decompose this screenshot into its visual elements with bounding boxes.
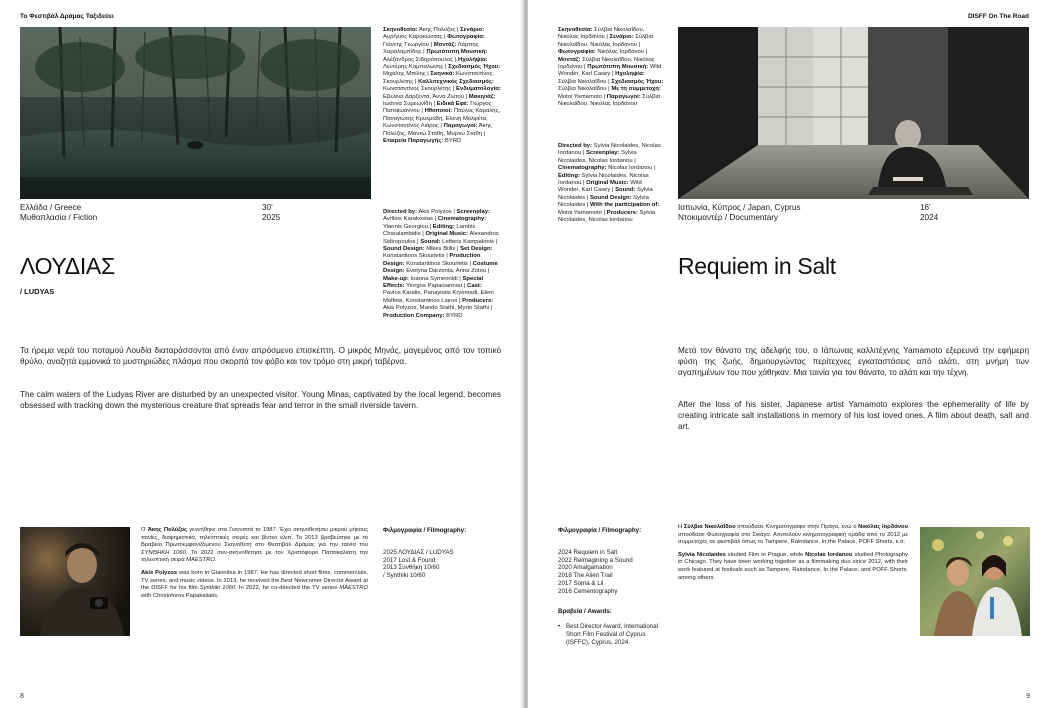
bio-text-run: Νικόλας Ιορδάνου (858, 524, 908, 530)
page-number-right: 9 (1026, 693, 1030, 700)
left-page (0, 0, 524, 708)
credit-value: Lambis Charalambidis | (383, 223, 476, 238)
credit-value: Mikes Billis | (424, 246, 461, 253)
filmography-heading: Φιλμογραφία / Filmography: (383, 527, 467, 534)
filmography-item: / Synthiki 10/60 (383, 572, 426, 580)
meta-year: 2024 (920, 213, 939, 222)
awards-heading: Βραβεία / Awards: (558, 607, 612, 615)
credit-label: Production Design: (383, 253, 481, 267)
credit-value: Αλέξανδρος Σιδηρόπουλος | (383, 56, 459, 63)
credit-value: Akis Polyzos | (417, 209, 457, 215)
director-bio-english (141, 570, 368, 600)
credit-value: Sylvia Nicolaides, Nicolas Iordanou | (558, 150, 637, 164)
bio-text-run: O (141, 527, 148, 533)
credit-value: Avrilios Karakostas | (383, 216, 438, 223)
credit-label: Set Design: (460, 246, 493, 253)
director-bio-greek (678, 524, 908, 547)
credit-value: Sylvia Nicolaides, Nicolas Iordanou | (558, 143, 661, 157)
credit-label: Producers: (462, 297, 494, 304)
filmography-item: 2024 Requiem in Salt (558, 548, 618, 556)
credit-value: Motoi Yamamoto | (558, 209, 607, 216)
film-still-requiem-in-salt (678, 27, 1029, 199)
credit-value: Sylvia Nicolaides | (558, 187, 653, 201)
meta-country: Ιαπωνία, Κύπρος / Japan, Cyprus (678, 203, 801, 212)
filmography-item: 2020 Amalgamation (558, 564, 613, 572)
credit-value: Wild Wonder, Karl Casey | (558, 64, 662, 78)
bio-text-run: σπούδασε Κινηματογράφο στην Πράγα, ενώ ο (735, 524, 859, 530)
synopsis-english: After the loss of his sister, Japanese artist Yamamoto explores the ephemerality of life by creating intricate salt installations in memory of his lost loved ones. A film about death, salt and art. (678, 400, 1029, 431)
credit-value: Konstantinos Skourletis | (404, 260, 473, 267)
credits-greek (383, 27, 501, 146)
credit-label: Ηχολήψία: (458, 56, 488, 63)
film-title-ludyas: ΛΟΥΔΙΑΣ (20, 253, 115, 279)
credit-label: Original Music: (425, 231, 469, 238)
credit-label: Εταιρεία Παραγωγής: (383, 138, 444, 145)
filmography-item: 2017 Lost & Found (383, 556, 436, 564)
credit-label: Ηθοποιοί: (424, 108, 453, 115)
credit-value: Εβελίνα Δαρζέντα, Άννα Ζώτου | (383, 93, 469, 100)
running-head-right: DISFF On The Road (967, 13, 1029, 20)
credit-value: Lefteris Kampalonis | (440, 238, 498, 245)
meta-genre: Μυθοπλασία / Fiction (20, 213, 98, 222)
credit-label: Editing: (558, 172, 580, 179)
credit-label: Μοντάζ: (433, 41, 457, 48)
filmography-item: 2016 Cementography (558, 587, 618, 595)
bio-text-run: ΣΥΝΘΗΚΗ 1060 (141, 549, 186, 556)
film-subtitle: / LUDYAS (20, 287, 55, 296)
award-item: • Best Director Award, International Short Film Festival of Cyprus (ISFFC), Cyprus, 2024. (558, 623, 668, 646)
credit-value: Αυρήλιος Καρακώστας | (383, 34, 448, 41)
credit-value: Γιάννης Γεωργίου | (383, 41, 434, 48)
credit-label: Sound: (615, 187, 636, 194)
bio-text-run: . In 2022, he co-directed the TV series (235, 585, 340, 592)
credit-label: Costume Design: (383, 260, 498, 275)
credit-label: Ειδικά Εφέ: (436, 101, 469, 108)
credit-value: Sylvia Nicolaides, Nicolas Iordanou | (558, 172, 649, 187)
credit-value: Νικόλας Ιορδάνου | (595, 49, 648, 56)
filmography-item: 2017 Soma & Lil (558, 579, 604, 587)
credit-value: Pavlos Karalis, Panayiotis Kryemadi, Eleni Molfeta, Konstantinos Liaros | (383, 290, 494, 304)
credit-value: Sylvia Nicolaides, Nicolas Iordanou (558, 209, 656, 224)
bio-text-run: Synthiki 1060 (199, 585, 236, 592)
credit-label: Sound Design: (383, 246, 425, 253)
credit-value: Σύλβια Νικολαΐδου | (558, 86, 612, 93)
bio-text-run: Akis Polyzos (141, 569, 178, 576)
director-bio (678, 524, 908, 587)
credit-label: Σκηνικά: (430, 71, 455, 78)
meta-country: Ελλάδα / Greece (20, 203, 82, 212)
credit-label: Φωτογραφία: (447, 34, 485, 41)
synopsis-greek: Τα ήρεμα νερά του ποταμού Λουδία διαταράσσονται από έναν απρόσμενο επισκέπτη. Ο μικρός Μηνάς, μαγεμένος από τον τοπικό θρύλο, αναζητά εμμονικά το μυστηριώδες πλάσμα που σκορπά τον φόβο και τον τρόμο στη μικρή ταβέρνα. (20, 346, 501, 366)
bio-text-run: studied Film in Prague, while (725, 551, 806, 558)
credit-label: Producers: (606, 209, 638, 216)
bio-text-run: Nicolas Iordanou (805, 551, 853, 558)
bio-text-run: Sylvia Nicolaides (678, 551, 726, 558)
credit-value: Κωνσταντίνος Σκουρλέτης | (383, 86, 457, 93)
filmography-item: 2013 Συνθήκη 10/60 (383, 564, 440, 572)
film-title-requiem-in-salt: Requiem in Salt (678, 253, 836, 279)
credit-value: Σύλβια Νικολαΐδου, Νικόλας Ιορδάνου | (558, 56, 655, 71)
filmography-heading: Φιλμογραφία / Filmography: (558, 527, 642, 534)
filmography-list (383, 549, 501, 580)
credit-value: Akis Polyzos, Mando Stathi, Myrto Stathi | (383, 305, 493, 312)
filmography-list (558, 549, 668, 596)
credit-label: Ενδυματολογία: (456, 86, 501, 93)
filmography-right (558, 527, 668, 647)
bio-text-run: was born in Giannitsa in 1987. He has directed short films, commercials, TV series, and music videos. In 2013, he received the Best Newcomer Director Award at the DISFF for his film (141, 569, 368, 592)
credit-value: Wild Wonder, Karl Casey | (558, 180, 642, 194)
credit-label: Φωτογραφία: (558, 49, 596, 56)
credit-value: Κωνσταντίνος Σκουρλέτης | (383, 71, 493, 85)
credit-label: Σκηνοθεσία: (383, 27, 418, 33)
credit-label: Μοντάζ: (558, 56, 581, 63)
credit-label: Directed by: (558, 143, 593, 149)
credit-value: Konstantinos Skourletis | (383, 253, 450, 260)
credit-label: Make-up: (383, 275, 409, 282)
credit-value: Σύλβια Νικολαΐδου, Νικόλας Ιορδάνου | (558, 34, 654, 48)
director-bio (141, 527, 368, 605)
credit-label: Editing: (432, 223, 455, 230)
meta-duration: 30' (262, 203, 273, 212)
right-page (528, 0, 1052, 708)
credit-label: Σχεδιασμός Ήχου: (448, 64, 501, 71)
credit-label: Sound: (420, 238, 441, 245)
credit-value: Yiorgos Papaioannou | (404, 283, 468, 290)
credit-value: Λάμπης Χαραλαμπίδης | (383, 41, 479, 56)
credit-label: Καλλιτεχνικός Σχεδιασμός: (418, 78, 494, 85)
meta-year: 2025 (262, 213, 281, 222)
bio-text-run: Άκης Πολύζος (147, 527, 188, 533)
credit-value: Ιωάννα Συμεωνίδη | (383, 101, 437, 108)
credit-label: Παραγωγοί: (606, 93, 641, 100)
filmography-left (383, 527, 501, 580)
credit-label: Με τη συμμετοχή: (611, 86, 661, 93)
credit-value: Σύλβια Νικολαΐδου | (558, 78, 612, 85)
credit-value: Sylvia Nicolaides | (558, 194, 649, 209)
credit-label: Σενάριο: (609, 34, 634, 41)
meta-genre: Ντοκιμαντέρ / Documentary (678, 213, 779, 222)
credit-value: Άκης Πολύζος, Μαντώ Στάθη, Μυρτώ Στάθη | (383, 123, 492, 137)
running-head-left: Το Φεστιβάλ Δράμας Ταξιδεύει (20, 13, 114, 20)
director-photo-akis-polyzos (20, 527, 130, 636)
credit-value: BYRD (443, 138, 462, 145)
bio-text-run: MAESTRO (186, 557, 215, 564)
credit-label: With the participation of: (589, 202, 660, 209)
credit-value: Σύλβια Νικολαΐδου, Νικόλας Ιορδάνου | (558, 27, 645, 41)
filmography-item: 2025 ΛΟΥΔΙΑΣ / LUDYAS (383, 548, 454, 556)
credit-value: Γιώργος Παπαϊωάννου | (383, 101, 492, 115)
credit-label: Cinematography: (437, 216, 487, 223)
credit-value: Evelyna Darzenta, Anna Zotou | (404, 268, 490, 275)
credit-label: Sound Design: (589, 194, 632, 201)
credit-label: Σχεδιασμός Ήχου: (611, 78, 664, 85)
credit-value: Σύλβια Νικολαΐδου, Νικόλας Ιορδάνου (558, 93, 661, 108)
credit-label: Special Effects: (383, 275, 484, 290)
bio-text-run: MAESTRO (339, 585, 368, 592)
credit-label: Directed by: (383, 209, 418, 215)
meta-duration: 16' (920, 203, 931, 212)
filmography-item: 2022 Reimagining a Sound (558, 556, 633, 564)
synopsis-greek: Μετά τον θάνατο της αδελφής του, ο Ιάπωνας καλλιτέχνης Yamamoto εξερευνά την εφήμερη φύση της ζωής, δημιουργώντας περίτεχνες εγκαταστάσεις από αλάτι, στη μνήμη των αγαπημένων του που χάθηκαν. Μια ταινία για τον θάνατο, το αλάτι και την τέχνη. (678, 346, 1029, 377)
credit-label: Cast: (467, 283, 482, 290)
credits-english (383, 209, 501, 320)
credit-value: Alexandros Sidiropoulos | (383, 231, 499, 245)
credit-value: Yiannis Georgiou | (383, 223, 433, 230)
bio-text-run: . (214, 557, 217, 564)
director-bio-english (678, 552, 908, 582)
credit-label: Σκηνοθεσία: (558, 27, 593, 33)
credit-label: Σενάριο: (460, 27, 485, 33)
credit-label: Μακιγιάζ: (468, 93, 496, 100)
bio-text-run: with Christoforos Papakaliatis. (141, 592, 219, 599)
bio-text-run: γεννήθηκε στα Γιαννιτσά το 1987. Έχει σκηνοθετήσει μικρού μήκους ταινίες, διαφημιστικά, τηλεοπτικές σειρές και βίντεο κλιπ. Το 2013 βραβεύτηκε με το Βραβείο Πρωτοεμφανιζόμενου Σκηνοθέτη στο Φεστιβάλ Δράμας για την ταινία του (141, 527, 368, 549)
credit-value: Motoi Yamamoto | (558, 93, 607, 100)
director-photo-duo (920, 527, 1030, 636)
credit-value: Ioanna Symeonidi | (408, 275, 463, 282)
bio-text-run: . Το 2022 συν-σκηνοθέτησε με τον Χριστόφορο Παπακαλιάτη την τηλεοπτική σειρά (141, 549, 368, 564)
bio-text-run: studied Photography in Chicago. They have been working together as a filmmaking duo since 2012, with their work featured at festivals such as Tampere, Raindance, In the Palace, and POFF Shorts, among others. (678, 551, 908, 581)
credit-value: Άκης Πολύζος | (417, 27, 461, 33)
bio-text-run: σπούδασε Φωτογραφία στο Σικάγο. Αποτελούν κινηματογραφική ομάδα από το 2012 με συμμετοχές σε φεστιβάλ όπως το Tampere, Raindance, In the Palace, POFF Shorts, κ.ά. (678, 531, 908, 546)
credit-label: Original Music: (586, 180, 629, 187)
bio-text-run: Η (678, 524, 684, 530)
credit-label: Production Company: (383, 312, 445, 319)
credit-label: Cinematography: (558, 165, 607, 172)
credit-label: Ηχοληψία: (615, 71, 645, 78)
synopsis-english: The calm waters of the Ludyas River are disturbed by an unexpected visitor. Young Minas, captivated by the local legend, becomes obsessed with tracking down the mysterious creature that spreads fear and terror in the small riverside tavern. (20, 390, 501, 410)
credit-value: Παύλος Κάραλης, Παναγιώτης Κρυεμάδη, Ελένη Μολφέτα, Κωνσταντίνος Λιάρος | (383, 108, 501, 130)
credit-value: Nicolas Iordanou | (606, 165, 656, 172)
director-bio-greek (141, 527, 368, 565)
credit-label: Πρωτότυπη Μουσική: (587, 64, 649, 71)
filmography-item: 2018 The Alien Trail (558, 572, 613, 580)
credit-value: Μιχάλης Μπίλης | (383, 71, 431, 78)
bio-text-run: Σύλβια Νικολαΐδου (683, 524, 736, 530)
film-still-ludyas (20, 27, 371, 199)
credit-label: Screenplay: (586, 150, 620, 157)
credit-label: Πρωτότυπη Μουσική: (426, 49, 488, 56)
credit-label: Screenplay: (456, 209, 490, 215)
credit-value: BYRD (444, 312, 463, 319)
credits-greek (558, 27, 664, 108)
credit-value: Λευτέρης Καμπαλώνης | (383, 64, 449, 71)
awards-list (558, 623, 668, 646)
page-number-left: 8 (20, 693, 24, 700)
credits-english (558, 143, 664, 224)
credit-label: Παραγωγοί: (443, 123, 478, 130)
